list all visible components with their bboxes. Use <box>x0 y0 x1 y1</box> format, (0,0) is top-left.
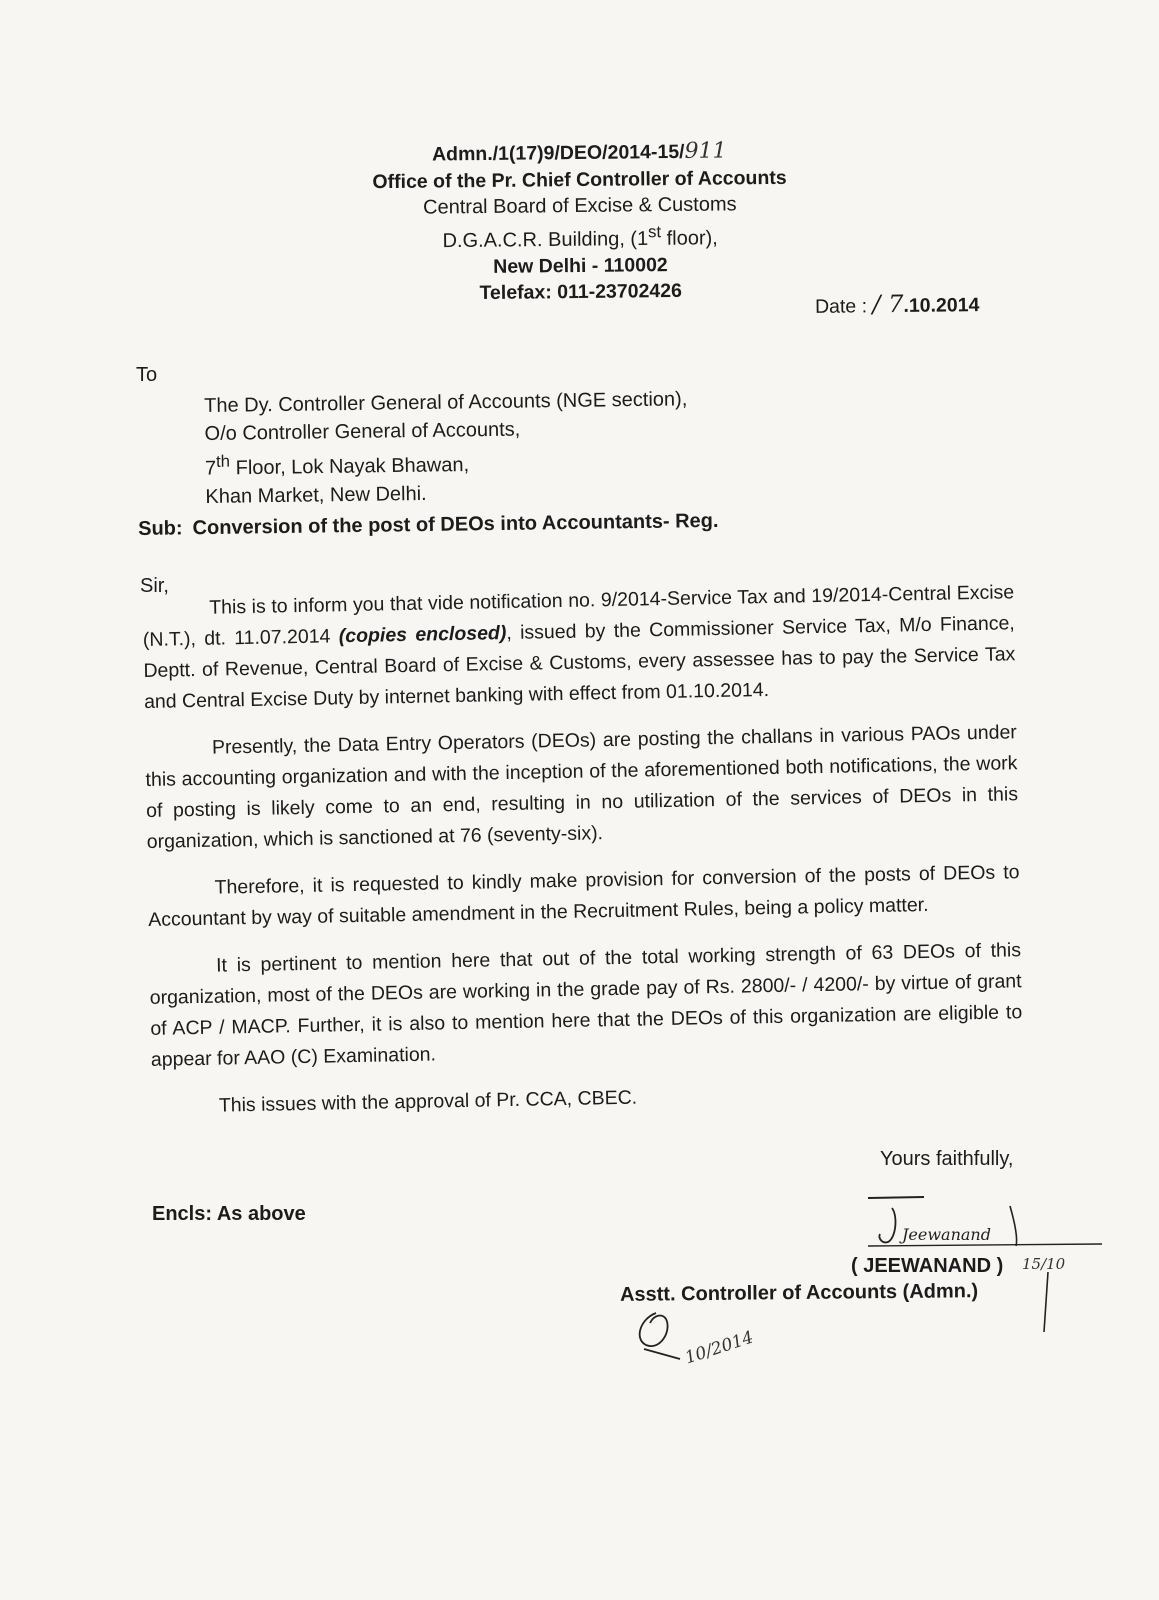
telefax: Telefax: 011-23702426 <box>479 280 683 305</box>
letter-date: Date : / 7.10.2014 <box>814 289 980 319</box>
paragraph-3: Therefore, it is requested to kindly make provision for conversion of the posts of DEOs to Accountant by way of suitable amendment in the Recruitment Rules, being a policy matter. <box>148 861 1020 931</box>
signatory-designation: Asstt. Controller of Accounts (Admn.) <box>619 1280 979 1306</box>
paragraph-1: This is to inform you that vide notification no. 9/2014-Service Tax and 19/2014-Central Excise (N.T.), dt. 11.07.2014 (copies enclosed), issued by the Commissioner Service Tax, M/o Finance, Deptt. of Revenue, Central Board of Excise & Customs, every assessee has to pay the Service Tax and Central Excise Duty by internet banking with effect from 01.10.2014. <box>142 581 1016 713</box>
office-name: Office of the Pr. Chief Controller of Accounts <box>372 166 787 193</box>
reference-number: Admn./1(17)9/DEO/2014-15/911 <box>431 138 727 166</box>
recipient-address: The Dy. Controller General of Accounts (NGE section), O/o Controller General of Accounts, 7th Floor, Lok Nayak Bhawan, Khan Market, New Delhi. <box>204 388 688 508</box>
paragraph-2: Presently, the Data Entry Operators (DEOs) are posting the challans in various PAOs under this accounting organization and with the inception of the aforementioned both notifications, the work of posting is likely come to an end, resulting in no utilization of the services of DEOs in this organization, which is sanctioned at 76 (seventy-six). <box>145 721 1019 853</box>
handwritten-day: / 7 <box>872 289 904 319</box>
closing: Yours faithfully, <box>880 1148 1014 1170</box>
salutation: Sir, <box>140 575 169 597</box>
handwritten-ref-number: 911 <box>684 138 727 164</box>
letter-body <box>142 577 1024 1139</box>
building-address: D.G.A.C.R. Building, (1st floor), <box>442 221 718 252</box>
svg-text:Jeewanand: Jeewanand <box>902 1225 991 1244</box>
subject-line: Sub: Conversion of the post of DEOs into Accountants- Reg. <box>138 509 719 540</box>
signatory-name: ( JEEWANAND ) <box>851 1255 1004 1277</box>
initial-date: 10/2014 <box>682 1327 756 1369</box>
board-name: Central Board of Excise & Customs <box>422 193 737 219</box>
city: New Delhi - 110002 <box>493 253 668 278</box>
to-label: To <box>136 364 158 386</box>
paragraph-4: It is pertinent to mention here that out of the total working strength of 63 DEOs of this organization, most of the DEOs are working in the grade pay of Rs. 2800/- / 4200/- by virtue of grant of ACP / MACP. Further, it is also to mention here that the DEOs of this organization are eligible to appear for AAO (C) Examination. <box>149 939 1023 1071</box>
letterhead <box>299 137 861 309</box>
enclosure-note: Encls: As above <box>152 1203 306 1225</box>
handwritten-date-note: 15/10 <box>1022 1255 1066 1273</box>
paragraph-5: This issues with the approval of Pr. CCA, CBEC. <box>218 1086 638 1117</box>
